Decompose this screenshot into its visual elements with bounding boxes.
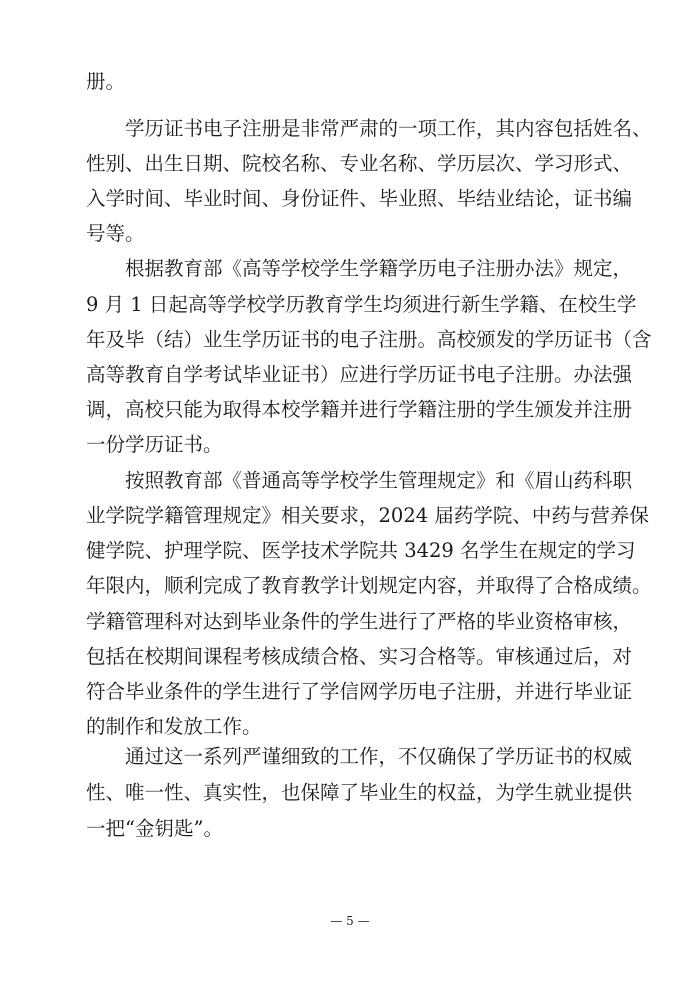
text-line-10: 调，高校只能为取得本校学籍并进行学籍注册的学生颁发并注册 — [86, 398, 633, 421]
text-line-7: 9 月 1 日起高等学校学历教育学生均须进行新生学籍、在校生学 — [86, 293, 637, 316]
text-line-18: 符合毕业条件的学生进行了学信网学历电子注册，并进行毕业证 — [86, 680, 633, 703]
text-line-14: 健学院、护理学院、医学技术学院共 3429 名学生在规定的学习 — [86, 539, 636, 562]
text-line-6: 根据教育部《高等学校学生学籍学历电子注册办法》规定， — [125, 257, 633, 280]
text-line-3: 性别、出生日期、院校名称、专业名称、学历层次、学习形式、 — [86, 152, 633, 175]
text-line-12: 按照教育部《普通高等学校学生管理规定》和《眉山药科职 — [125, 469, 633, 492]
text-line-8: 年及毕（结）业生学历证书的电子注册。高校颁发的学历证书（含 — [86, 328, 652, 351]
text-line-4: 入学时间、毕业时间、身份证件、毕业照、毕结业结论，证书编 — [86, 187, 633, 210]
text-line-11: 一份学历证书。 — [86, 433, 223, 456]
text-line-5: 号等。 — [86, 222, 145, 245]
text-line-15: 年限内，顺利完成了教育教学计划规定内容，并取得了合格成绩。 — [86, 574, 652, 597]
text-line-2: 学历证书电子注册是非常严肃的一项工作，其内容包括姓名、 — [125, 117, 652, 140]
text-line-22: 一把“金钥匙”。 — [86, 817, 223, 840]
page-number: — 5 — — [330, 914, 370, 928]
text-line-20: 通过这一系列严谨细致的工作，不仅确保了学历证书的权威 — [125, 745, 633, 768]
text-line-13: 业学院学籍管理规定》相关要求，2024 届药学院、中药与营养保 — [86, 504, 649, 527]
text-line-16: 学籍管理科对达到毕业条件的学生进行了严格的毕业资格审核， — [86, 610, 633, 633]
text-line-9: 高等教育自学考试毕业证书）应进行学历证书电子注册。办法强 — [86, 363, 633, 386]
text-line-19: 的制作和发放工作。 — [86, 715, 262, 738]
text-line-1: 册。 — [86, 70, 126, 93]
text-line-21: 性、唯一性、真实性，也保障了毕业生的权益，为学生就业提供 — [86, 781, 633, 804]
text-line-17: 包括在校期间课程考核成绩合格、实习合格等。审核通过后，对 — [86, 645, 633, 668]
